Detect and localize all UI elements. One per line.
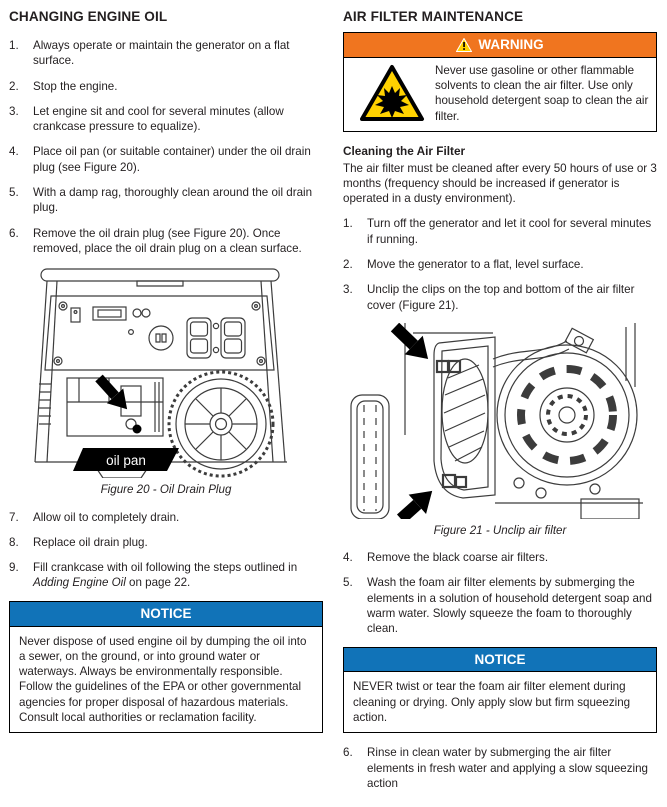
notice-box: [343, 647, 657, 734]
step-number: 4.: [343, 551, 353, 565]
step-text: Wash the foam air filter elements by submerging the elements in a solution of household detergent soap and warm water. Slowly squeeze the foam to thoroughly clean.: [367, 576, 652, 636]
figure-21-caption: Figure 21 - Unclip air filter: [433, 523, 567, 537]
step-item: [9, 185, 323, 216]
figure-20-caption: Figure 20 - Oil Drain Plug: [100, 483, 232, 497]
oil-pan-callout: [73, 448, 179, 471]
notice-body: Never dispose of used engine oil by dumping the oil into a sewer, on the ground, or into ground water or waterways. Always be environmentally responsible. Follow the guidelines of the EPA or other governmental agencies for proper disposal of hazardous materials. Consult local authorities or reclamation facility.: [19, 634, 307, 724]
warning-box: [343, 32, 657, 132]
step-item: [9, 535, 323, 550]
warning-body-text: Never use gasoline or other flammable solvents to clean the air filter. Use only household detergent soap to clean the air filter.: [435, 63, 649, 123]
step-text: Place oil pan (or suitable container) under the oil drain plug (see Figure 20).: [33, 145, 311, 174]
step-item: [9, 144, 323, 175]
step-text-post: on page 22.: [125, 576, 191, 590]
step-number: 2.: [9, 79, 19, 93]
step-text: Always operate or maintain the generator on a flat surface.: [33, 38, 290, 68]
step-text: Stop the engine.: [33, 79, 118, 93]
notice-body: NEVER twist or tear the foam air filter element during cleaning or drying. Only apply slow but firm squeezing action.: [353, 680, 631, 725]
warning-body: [344, 58, 656, 131]
figure-20-illustration: [9, 266, 323, 478]
step-item: [9, 79, 323, 94]
step-item: [9, 104, 323, 135]
step-item: [343, 257, 657, 272]
air-filter-line-art: [343, 323, 643, 519]
step-number: 6.: [9, 226, 19, 240]
generator-line-art: [9, 266, 309, 478]
step-text: [33, 560, 323, 591]
oil-pan-label: oil pan: [106, 453, 146, 469]
figure-21-illustration: [343, 323, 657, 519]
step-text-pre: Fill crankcase with oil following the steps outlined in: [33, 561, 298, 575]
step-text: Replace oil drain plug.: [33, 535, 148, 549]
step-number: 6.: [343, 746, 353, 760]
step-number: 4.: [9, 145, 19, 159]
step-number: 3.: [343, 283, 353, 297]
step-number: 1.: [343, 217, 353, 231]
notice-header: NOTICE: [344, 648, 656, 673]
step-item: [343, 745, 657, 791]
step-text: Turn off the generator and let it cool for several minutes if running.: [367, 217, 652, 246]
step-item: [9, 38, 323, 69]
notice-box: [9, 601, 323, 734]
section-heading-changing-engine-oil: CHANGING ENGINE OIL: [9, 9, 168, 24]
step-item: [9, 226, 323, 257]
subheading-cleaning-air-filter: Cleaning the Air Filter: [343, 143, 466, 158]
step-text: Remove the black coarse air filters.: [367, 551, 549, 565]
step-item: [343, 550, 657, 565]
cross-reference-italic: Adding Engine Oil: [33, 576, 126, 590]
step-text: Move the generator to a flat, level surface.: [367, 257, 584, 271]
intro-paragraph: The air filter must be cleaned after every 50 hours of use or 3 months (frequency should be increased if generator is operated in a dusty environment).: [343, 161, 657, 206]
section-heading-air-filter-maintenance: AIR FILTER MAINTENANCE: [343, 9, 524, 24]
step-text: Allow oil to completely drain.: [33, 510, 180, 524]
step-number: 1.: [9, 38, 19, 52]
step-text: Remove the oil drain plug (see Figure 20). Once removed, place the oil drain plug on a clean surface.: [33, 226, 302, 255]
left-column: [9, 6, 323, 801]
step-item: [9, 510, 323, 525]
step-text: Let engine sit and cool for several minutes (allow crankcase pressure to equalize).: [33, 104, 284, 134]
step-number: 5.: [343, 576, 353, 590]
step-number: 8.: [9, 535, 19, 549]
notice-header: NOTICE: [10, 602, 322, 627]
step-item: [343, 216, 657, 247]
step-item: [343, 575, 657, 636]
warning-header: [344, 33, 656, 58]
warning-triangle-icon: [456, 38, 472, 52]
right-column: [343, 6, 657, 801]
step-item: [9, 560, 323, 591]
warning-title: WARNING: [478, 36, 544, 52]
step-text: Rinse in clean water by submerging the air filter elements in fresh water and applying a slow squeezing action: [367, 746, 648, 790]
arrow-icon: [386, 323, 441, 519]
step-text: With a damp rag, thoroughly clean around the oil drain plug.: [33, 186, 313, 215]
step-number: 9.: [9, 561, 19, 575]
step-number: 5.: [9, 186, 19, 200]
explosion-hazard-icon: [349, 64, 435, 122]
step-number: 3.: [9, 104, 19, 118]
step-item: [343, 282, 657, 313]
step-text: Unclip the clips on the top and bottom of the air filter cover (Figure 21).: [367, 283, 635, 312]
step-number: 2.: [343, 257, 353, 271]
step-number: 7.: [9, 510, 19, 524]
